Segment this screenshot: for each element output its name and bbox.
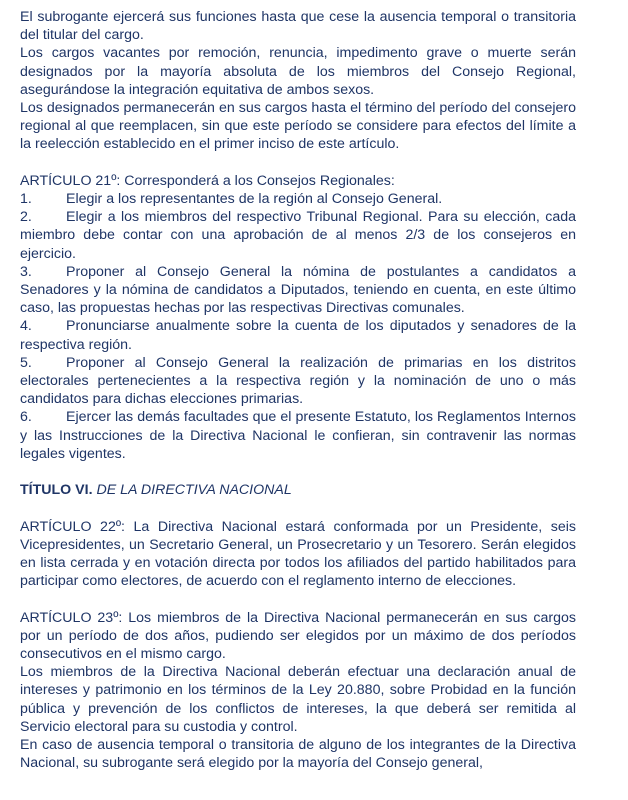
list-item-number: 2. bbox=[20, 209, 32, 226]
list-item-number: 5. bbox=[20, 354, 32, 371]
list-item-text: Proponer al Consejo General la nómina de postulantes a candidatos a Senadores y la nómina de candidatos a Diputados, teniendo en cuenta, en este último caso, las propuestas hechas por las respectivas Directivas comunales. bbox=[20, 263, 576, 317]
list-item bbox=[20, 263, 576, 318]
paragraph: Los designados permanecerán en sus cargos hasta el término del período del consejero regional al que reemplacen, sin que este período se considere para efectos del límite a la reelección establecido en el primer inciso de este artículo. bbox=[20, 100, 576, 153]
section-title-number: TÍTULO VI. bbox=[20, 482, 93, 499]
list-item-number: 1. bbox=[20, 191, 32, 208]
list-item-number: 4. bbox=[20, 318, 32, 335]
list-item bbox=[20, 190, 576, 208]
list-item bbox=[20, 208, 576, 263]
list-item-number: 3. bbox=[20, 263, 32, 280]
article-23-paragraph: En caso de ausencia temporal o transitoria de alguno de los integrantes de la Directiva Nacional, su subrogante será elegido por la mayoría del Consejo general, bbox=[20, 737, 576, 772]
article-23-paragraph: Los miembros de la Directiva Nacional deberán efectuar una declaración anual de intereses y patrimonio en los términos de la Ley 20.880, sobre Probidad en la función pública y prevención de los conflictos de intereses, la que deberá ser remitida al Servicio electoral para su custodia y control. bbox=[20, 664, 576, 735]
list-item-text: Ejercer las demás facultades que el presente Estatuto, los Reglamentos Internos y las Instrucciones de la Directiva Nacional le confieran, sin contravenir las normas legales vigentes. bbox=[20, 409, 576, 462]
list-item-text: Elegir a los miembros del respectivo Tribunal Regional. Para su elección, cada miembro debe contar con una aprobación de al menos 2/3 de los consejeros en ejercicio. bbox=[20, 209, 576, 262]
list-item-text: Elegir a los representantes de la región al Consejo General. bbox=[66, 191, 443, 208]
list-item bbox=[20, 354, 576, 409]
list-item-text: Pronunciarse anualmente sobre la cuenta de los diputados y senadores de la respectiva región. bbox=[20, 318, 576, 353]
section-title bbox=[20, 481, 576, 499]
list-item bbox=[20, 317, 576, 353]
article-21-heading: ARTÍCULO 21º: Corresponderá a los Consejos Regionales: bbox=[20, 172, 395, 189]
list-item bbox=[20, 408, 576, 463]
list-item-text: Proponer al Consejo General la realización de primarias en los distritos electorales pertenecientes a la respectiva región y la nominación de uno o más candidatos para dichas elecciones primarias. bbox=[20, 354, 576, 408]
list-item-number: 6. bbox=[20, 409, 32, 426]
article-22: ARTÍCULO 22º: La Directiva Nacional estará conformada por un Presidente, seis Vicepresidentes, un Secretario General, un Prosecretario y un Tesorero. Serán elegidos en lista cerrada y en votación directa por todos los afiliados del partido habilitados para participar como electores, de acuerdo con el reglamento interno de elecciones. bbox=[20, 518, 576, 590]
section-title-text: DE LA DIRECTIVA NACIONAL bbox=[96, 482, 292, 499]
paragraph: Los cargos vacantes por remoción, renuncia, impedimento grave o muerte serán designados por la mayoría absoluta de los miembros del Consejo Regional, asegurándose la integración equitativa de ambos sexos. bbox=[20, 45, 576, 98]
paragraph: El subrogante ejercerá sus funciones hasta que cese la ausencia temporal o transitoria del titular del cargo. bbox=[20, 9, 576, 44]
article-23-paragraph: ARTÍCULO 23º: Los miembros de la Directiva Nacional permanecerán en sus cargos por un período de dos años, pudiendo ser elegidos por un máximo de dos períodos consecutivos en el mismo cargo. bbox=[20, 609, 576, 663]
